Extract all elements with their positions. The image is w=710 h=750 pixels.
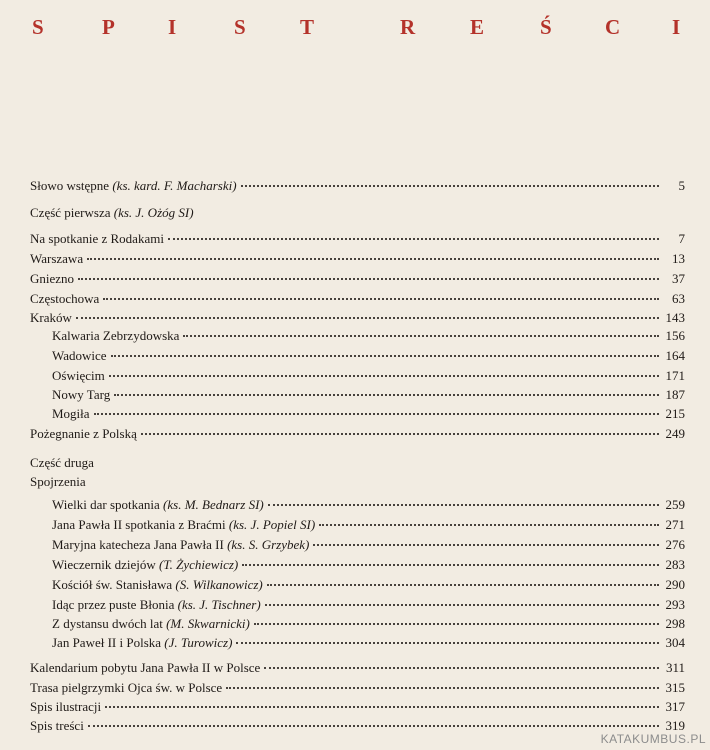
page-number: 63 xyxy=(672,291,685,306)
toc-entry xyxy=(52,557,685,577)
toc-entry-title: Warszawa xyxy=(30,251,84,266)
page-number: 259 xyxy=(665,497,685,512)
page-number: 271 xyxy=(665,517,685,532)
section-heading xyxy=(30,474,86,490)
toc-entry xyxy=(52,497,685,517)
page-title xyxy=(0,0,710,42)
toc-entry-title: Wielki dar spotkania xyxy=(52,497,160,512)
toc-entry-label xyxy=(30,680,222,696)
toc-entry-label xyxy=(30,178,237,194)
dot-leader xyxy=(88,725,659,727)
toc-entry-label xyxy=(52,406,90,422)
toc-entry-title: Spis ilustracji xyxy=(30,699,102,714)
toc-entry xyxy=(30,718,685,738)
title-letter: R xyxy=(400,15,416,39)
toc-entry-label xyxy=(52,328,179,344)
title-letter: E xyxy=(470,15,485,39)
toc-entry-title: Częstochowa xyxy=(30,291,100,306)
section-author: (ks. J. Ożóg SI) xyxy=(113,205,194,220)
toc-entry xyxy=(52,635,685,655)
dot-leader xyxy=(183,335,659,337)
page-number: 215 xyxy=(665,406,685,421)
page-number: 7 xyxy=(678,231,685,246)
dot-leader xyxy=(76,317,659,319)
title-letter: Ś xyxy=(540,15,552,39)
dot-leader xyxy=(114,394,659,396)
page-number: 283 xyxy=(665,557,685,572)
title-letter: T xyxy=(300,15,315,39)
toc-entry-title: Kościół św. Stanisława xyxy=(52,577,173,592)
toc-entry-label xyxy=(52,497,264,513)
toc-entry xyxy=(30,310,685,330)
toc-entry-label xyxy=(30,699,101,715)
toc-entry-author: (ks. S. Grzybek) xyxy=(227,537,310,552)
dot-leader xyxy=(241,185,659,187)
toc-entry-author: (ks. M. Bednarz SI) xyxy=(163,497,264,512)
toc-entry-label xyxy=(52,348,107,364)
toc-entry-title: Spis treści xyxy=(30,718,84,733)
toc-entry-label xyxy=(52,387,110,403)
dot-leader xyxy=(105,706,659,708)
toc-entry-author: (T. Żychiewicz) xyxy=(159,557,239,572)
dot-leader xyxy=(109,375,659,377)
page-number: 276 xyxy=(665,537,685,552)
toc-entry-title: Jan Paweł II i Polska xyxy=(52,635,162,650)
dot-leader xyxy=(319,524,659,526)
toc-entry xyxy=(52,597,685,617)
section-heading-label: Część druga xyxy=(30,455,94,470)
toc-entry-label xyxy=(30,251,83,267)
toc-entry-title: Pożegnanie z Polską xyxy=(30,426,137,441)
page-number: 37 xyxy=(672,271,685,286)
toc-entry-label xyxy=(30,426,137,442)
toc-entry-title: Na spotkanie z Rodakami xyxy=(30,231,164,246)
dot-leader xyxy=(264,667,659,669)
toc-entry xyxy=(52,406,685,426)
section-heading-label: Część pierwsza xyxy=(30,205,111,220)
toc-entry-title: Nowy Targ xyxy=(52,387,111,402)
section-heading-label: Spojrzenia xyxy=(30,474,86,489)
toc-entry-label xyxy=(52,537,309,553)
title-letter: S xyxy=(234,15,246,39)
dot-leader xyxy=(236,642,659,644)
toc-entry xyxy=(30,251,685,271)
toc-entry-title: Trasa pielgrzymki Ojca św. w Polsce xyxy=(30,680,223,695)
toc-entry-label xyxy=(30,271,74,287)
toc-entry xyxy=(52,537,685,557)
page-number: 311 xyxy=(665,660,685,675)
toc-entry-title: Oświęcim xyxy=(52,368,105,383)
page-number: 293 xyxy=(665,597,685,612)
title-letter: S xyxy=(32,15,44,39)
title-letter: I xyxy=(672,15,681,39)
dot-leader xyxy=(87,258,659,260)
section-heading xyxy=(30,205,194,221)
title-letter: P xyxy=(102,15,115,39)
dot-leader xyxy=(94,413,659,415)
dot-leader xyxy=(226,687,659,689)
dot-leader xyxy=(78,278,659,280)
page-number: 171 xyxy=(665,368,685,383)
toc-entry-label xyxy=(30,231,164,247)
toc-entry xyxy=(52,328,685,348)
page-number: 143 xyxy=(665,310,685,325)
dot-leader xyxy=(168,238,659,240)
toc-entry xyxy=(30,699,685,719)
toc-entry xyxy=(30,426,685,446)
toc-entry-author: (ks. kard. F. Macharski) xyxy=(112,178,237,193)
toc-entry-title: Słowo wstępne xyxy=(30,178,110,193)
title-letter: C xyxy=(605,15,621,39)
toc-entry-author: (M. Skwarnicki) xyxy=(166,616,250,631)
toc-entry-title: Kalendarium pobytu Jana Pawła II w Polsce xyxy=(30,660,261,675)
page-number: 249 xyxy=(665,426,685,441)
toc-entry-label xyxy=(52,616,250,632)
toc-entry-title: Wieczernik dziejów xyxy=(52,557,156,572)
toc-entry-title: Gniezno xyxy=(30,271,75,286)
toc-entry-title: Z dystansu dwóch lat xyxy=(52,616,163,631)
toc-entry-author: (S. Wilkanowicz) xyxy=(175,577,263,592)
toc-entry xyxy=(52,616,685,636)
page-number: 13 xyxy=(672,251,685,266)
dot-leader xyxy=(111,355,659,357)
toc-entry-title: Idąc przez puste Błonia xyxy=(52,597,175,612)
toc-entry-label xyxy=(30,660,260,676)
section-heading xyxy=(30,455,94,471)
toc-entry-label xyxy=(30,291,99,307)
toc-entry xyxy=(30,680,685,700)
toc-entry xyxy=(30,178,685,198)
dot-leader xyxy=(267,584,659,586)
title-letter: I xyxy=(168,15,177,39)
page-number: 319 xyxy=(665,718,685,733)
dot-leader xyxy=(313,544,659,546)
toc-entry xyxy=(52,517,685,537)
toc-entry xyxy=(52,368,685,388)
toc-entry-title: Jana Pawła II spotkania z Braćmi xyxy=(52,517,226,532)
page-number: 290 xyxy=(665,577,685,592)
dot-leader xyxy=(268,504,659,506)
toc-entry-label xyxy=(52,368,105,384)
toc-entry-label xyxy=(30,310,72,326)
toc-entry xyxy=(30,660,685,680)
toc-entry-title: Kalwaria Zebrzydowska xyxy=(52,328,180,343)
watermark: KATAKUMBUS.PL xyxy=(600,732,706,746)
page-number: 315 xyxy=(665,680,685,695)
toc-entry xyxy=(52,387,685,407)
toc-entry xyxy=(30,291,685,311)
toc-entry xyxy=(30,231,685,251)
page-number: 317 xyxy=(665,699,685,714)
toc-entry-author: (J. Turowicz) xyxy=(164,635,233,650)
dot-leader xyxy=(242,564,659,566)
toc-entry-title: Kraków xyxy=(30,310,72,325)
dot-leader xyxy=(254,623,659,625)
page-number: 5 xyxy=(678,178,685,193)
toc-entry xyxy=(52,348,685,368)
toc-entry-title: Maryjna katecheza Jana Pawła II xyxy=(52,537,224,552)
toc-entry-title: Mogiła xyxy=(52,406,90,421)
page-number: 298 xyxy=(665,616,685,631)
toc-entry-author: (ks. J. Tischner) xyxy=(177,597,261,612)
toc-entry-label xyxy=(52,635,232,651)
toc-entry xyxy=(52,577,685,597)
toc-entry-title: Wadowice xyxy=(52,348,107,363)
toc-entry-label xyxy=(52,517,315,533)
toc-entry-label xyxy=(52,597,261,613)
page-number: 304 xyxy=(665,635,685,650)
dot-leader xyxy=(265,604,659,606)
toc-entry xyxy=(30,271,685,291)
toc-entry-label xyxy=(52,557,238,573)
page-number: 164 xyxy=(665,348,685,363)
page-number: 187 xyxy=(665,387,685,402)
page-number: 156 xyxy=(665,328,685,343)
toc-entry-author: (ks. J. Popiel SI) xyxy=(228,517,316,532)
toc-entry-label xyxy=(52,577,263,593)
toc-entry-label xyxy=(30,718,84,734)
dot-leader xyxy=(103,298,659,300)
dot-leader xyxy=(141,433,659,435)
